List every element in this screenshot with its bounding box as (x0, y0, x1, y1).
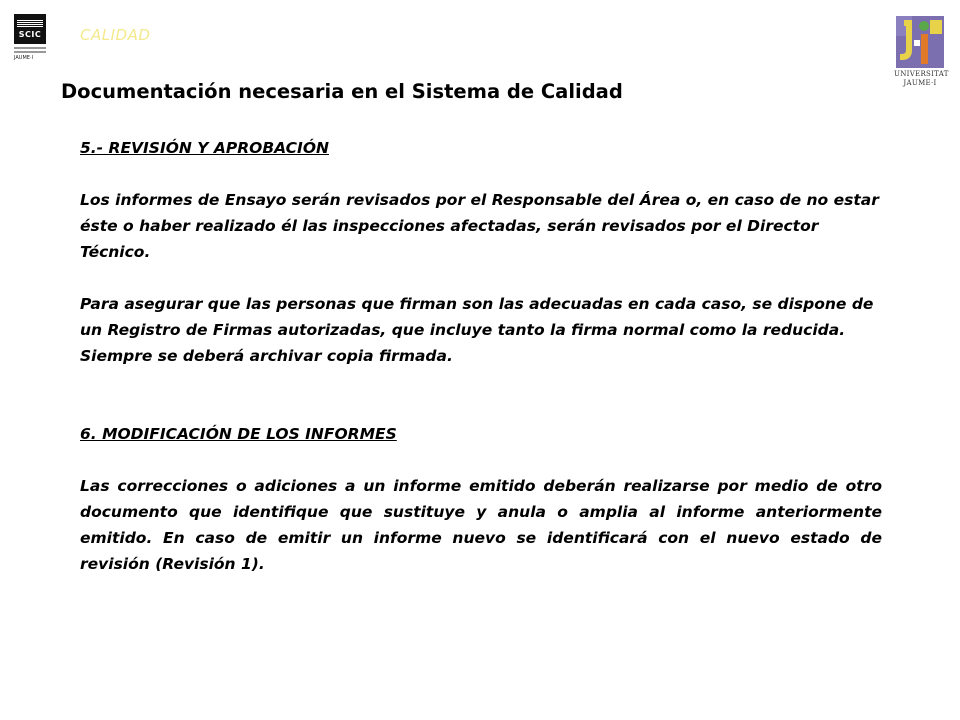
section-heading: 5.- REVISIÓN Y APROBACIÓN (80, 139, 329, 157)
section-paragraph: Los informes de Ensayo serán revisados por el Responsable del Área o, en caso de no estar éste o haber realizado él las inspecciones afectadas, serán revisados por el Director Técnico. (80, 191, 879, 261)
section-paragraph: Las correcciones o adiciones a un informe emitido deberán realizarse por medio de otro documento que identifique que sustituye y anula o amplia al informe anteriormente emitido. En caso de emitir un informe nuevo se identificará con el nuevo estado de revisión (Revisión 1). (80, 477, 882, 573)
scic-logo (14, 14, 50, 61)
uji-logo-caption-line2: JAUME·I (903, 79, 937, 87)
scic-logo-stripes (17, 20, 43, 28)
scic-logo-acronym: SCIC (18, 30, 42, 39)
uji-logo-mark (894, 14, 946, 70)
content-body (80, 135, 882, 577)
section-label: CALIDAD (80, 26, 151, 44)
scic-logo-tiny-text: JAUME·I (14, 55, 34, 61)
uji-logo (894, 14, 949, 88)
section-heading: 6. MODIFICACIÓN DE LOS INFORMES (80, 425, 397, 443)
page-title: Documentación necesaria en el Sistema de Calidad (61, 80, 623, 103)
scic-logo-mark (14, 14, 46, 44)
uji-logo-caption-line1: UNIVERSITAT (894, 70, 949, 78)
section-paragraph: Siempre se deberá archivar copia firmada. (80, 347, 453, 365)
scic-logo-lines (14, 47, 46, 53)
section-paragraph: Para asegurar que las personas que firman son las adecuadas en cada caso, se dispone de un Registro de Firmas autorizadas, que incluye tanto la firma normal como la reducida. (80, 295, 874, 339)
